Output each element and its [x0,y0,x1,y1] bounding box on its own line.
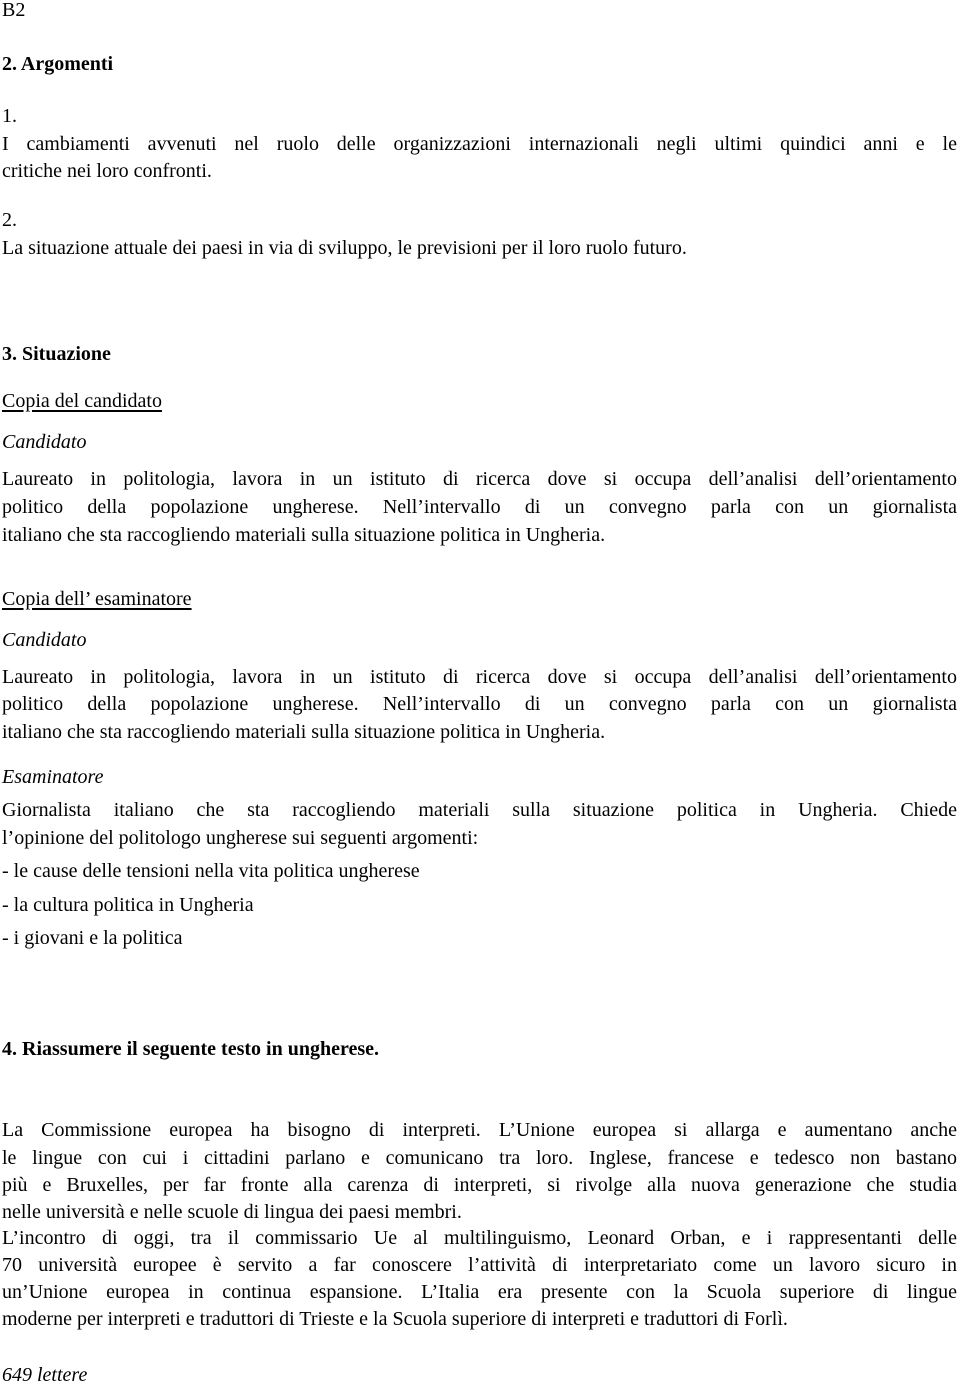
examiner-copy-candidate-line-3: italiano che sta raccogliendo materiali sulla situazione politica in Ungheria. [2,721,606,743]
paragraph-2-line-3: un’Unione europea in continua espansione. L’Italia era presente con la Scuola superiore di lingue [2,1281,957,1303]
paragraph-2-line-2: 70 università europee è servito a far conoscere l’attività di interpretariato come un lavoro sicuro in [2,1254,957,1276]
topic-2-text: La situazione attuale dei paesi in via di sviluppo, le previsioni per il loro ruolo futuro. [2,237,687,259]
letter-count: 649 lettere [2,1364,88,1386]
candidate-role-label: Candidato [2,431,87,453]
candidate-copy-heading: Copia del candidato [2,390,162,412]
examiner-copy-candidate-line-1: Laureato in politologia, lavora in un istituto di ricerca dove si occupa dell’analisi dell’orientamento [2,666,957,688]
paragraph-1-line-4: nelle università e nelle scuole di lingua dei paesi membri. [2,1201,462,1223]
candidate-line-3: italiano che sta raccogliendo materiali sulla situazione politica in Ungheria. [2,524,606,546]
examiner-copy-candidate-role: Candidato [2,629,87,651]
topic-1-number: 1. [2,105,17,127]
examiner-topic-1: - le cause delle tensioni nella vita politica ungherese [2,860,420,882]
paragraph-2-line-1: L’incontro di oggi, tra il commissario Ue al multilinguismo, Leonard Orban, e i rappresentanti delle [2,1227,957,1249]
paragraph-2-line-4: moderne per interpreti e traduttori di Trieste e la Scuola superiore di interpreti e traduttori di Forlì. [2,1308,788,1330]
examiner-copy-candidate-line-2: politico della popolazione ungherese. Nell’intervallo di un convegno parla con un giornalista [2,693,957,715]
examiner-line-1: Giornalista italiano che sta raccogliendo materiali sulla situazione politica in Ungheria. Chiede [2,799,957,821]
section-2-title: 2. Argomenti [2,53,114,75]
topic-1-line-2: critiche nei loro confronti. [2,160,212,182]
paragraph-1-line-2: le lingue con cui i cittadini parlano e comunicano tra loro. Inglese, francese e tedesco non bastano [2,1147,957,1169]
paragraph-1-line-1: La Commissione europea ha bisogno di interpreti. L’Unione europea si allarga e aumentano anche [2,1119,957,1141]
examiner-role-label: Esaminatore [2,766,104,788]
topic-2-number: 2. [2,209,17,231]
topic-1-line-1: I cambiamenti avvenuti nel ruolo delle organizzazioni internazionali negli ultimi quindici anni e le [2,133,957,155]
candidate-line-2: politico della popolazione ungherese. Nell’intervallo di un convegno parla con un giornalista [2,496,957,518]
paragraph-1-line-3: più e Bruxelles, per far fronte alla carenza di interpreti, si rivolge alla nuova generazione che studia [2,1174,957,1196]
candidate-line-1: Laureato in politologia, lavora in un istituto di ricerca dove si occupa dell’analisi dell’orientamento [2,468,957,490]
examiner-topic-2: - la cultura politica in Ungheria [2,894,254,916]
examiner-copy-heading: Copia dell’ esaminatore [2,588,192,610]
section-3-title: 3. Situazione [2,343,111,365]
examiner-line-2: l’opinione del politologo ungherese sui seguenti argomenti: [2,827,479,849]
examiner-topic-3: - i giovani e la politica [2,927,183,949]
section-4-title: 4. Riassumere il seguente testo in ungherese. [2,1038,380,1060]
document-code: B2 [2,0,26,21]
